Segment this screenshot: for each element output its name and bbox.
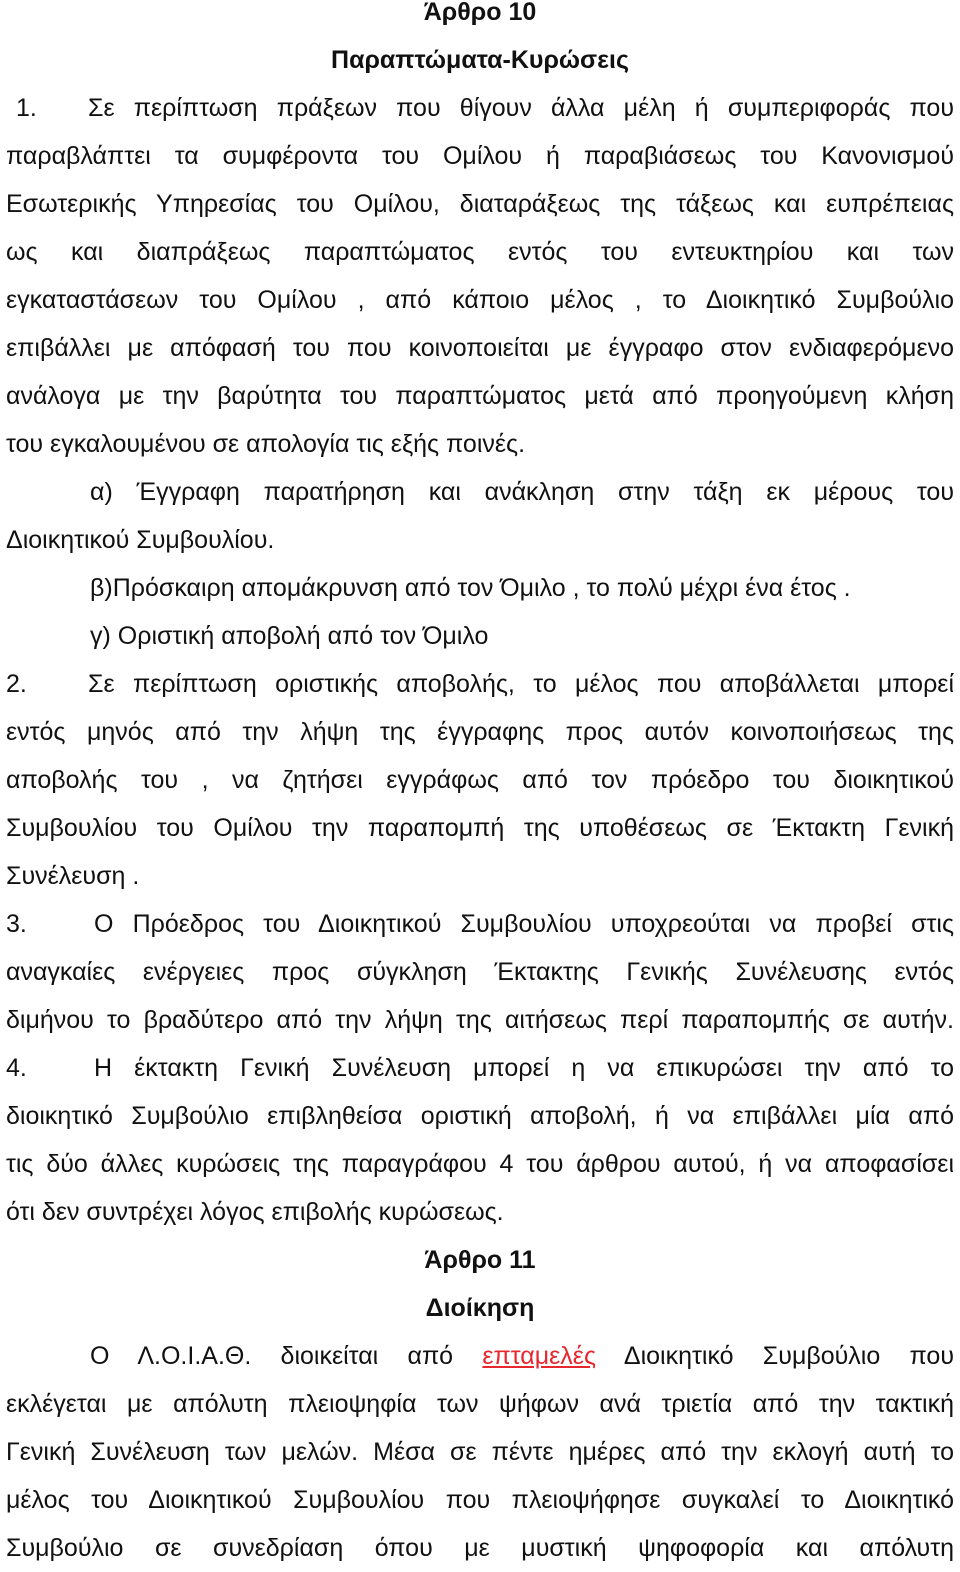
item-b: β)Πρόσκαιρη απομάκρυνση από τον Όμιλο , το πολύ μέχρι ένα έτος .: [90, 574, 851, 602]
paragraph-line: Συμβούλιο σε συνεδρίαση όπου με μυστική ψηφοφορία και απόλυτη: [6, 1534, 954, 1562]
paragraph-line: [6, 84, 954, 132]
spellcheck-flagged-word[interactable]: επταμελές: [482, 1342, 596, 1370]
paragraph-line: [6, 900, 954, 948]
paragraph-number: 3.: [6, 910, 27, 938]
paragraph-line: αναγκαίες ενέργειες προς σύγκληση Έκτακτης Γενικής Συνέλευσης εντός: [6, 958, 954, 986]
paragraph-line: αποβολής του , να ζητήσει εγγράφως από τον πρόεδρο του διοικητικού: [6, 766, 954, 794]
paragraph-line: Συνέλευση .: [6, 862, 140, 890]
paragraph-text: Η έκτακτη Γενική Συνέλευση μπορεί η να επικυρώσει την από το: [94, 1054, 954, 1082]
paragraph-line: ως και διαπράξεως παραπτώματος εντός του εντευκτηρίου και των: [6, 238, 954, 266]
paragraph-text: Ο Λ.Ο.Ι.Α.Θ. διοικείται από: [90, 1342, 483, 1370]
paragraph-line: διοικητικό Συμβούλιο επιβληθείσα οριστική αποβολή, ή να επιβάλλει μία από: [6, 1102, 954, 1130]
article-11-subheading: Διοίκηση: [425, 1294, 535, 1322]
item-a-line: α) Έγγραφη παρατήρηση και ανάκληση στην τάξη εκ μέρους του: [90, 478, 954, 506]
paragraph-line: Συμβουλίου του Ομίλου την παραπομπή της υποθέσεως σε Έκτακτη Γενική: [6, 814, 954, 842]
paragraph-line: παραβλάπτει τα συμφέροντα του Ομίλου ή παραβιάσεως του Κανονισμού: [6, 142, 954, 170]
paragraph-number: 1.: [16, 94, 37, 122]
paragraph-text: Σε περίπτωση οριστικής αποβολής, το μέλος που αποβάλλεται μπορεί: [88, 670, 954, 698]
paragraph-line: [6, 1332, 954, 1380]
paragraph-line: διμήνου το βραδύτερο από την λήψη της αιτήσεως περί παραπομπής σε αυτήν.: [6, 1006, 954, 1034]
paragraph-line: τις δύο άλλες κυρώσεις της παραγράφου 4 του άρθρου αυτού, ή να αποφασίσει: [6, 1150, 954, 1178]
article-10-paragraph-2: [6, 660, 954, 900]
paragraph-text: Σε περίπτωση πράξεων που θίγουν άλλα μέλη ή συμπεριφοράς που: [88, 94, 954, 122]
article-10-heading: Άρθρο 10: [423, 0, 537, 26]
paragraph-line: [6, 660, 954, 708]
paragraph-line: εκλέγεται με απόλυτη πλειοψηφία των ψήφων ανά τριετία από την τακτική: [6, 1390, 954, 1418]
paragraph-number: 4.: [6, 1054, 27, 1082]
paragraph-line: επιβάλλει με απόφασή του που κοινοποιείται με έγγραφο στον ενδιαφερόμενο: [6, 334, 954, 362]
paragraph-line: του εγκαλουμένου σε απολογία τις εξής ποινές.: [6, 430, 526, 458]
article-10-paragraph-4: [6, 1044, 954, 1236]
paragraph-line: [6, 1044, 954, 1092]
paragraph-text: Ο Πρόεδρος του Διοικητικού Συμβουλίου υποχρεούται να προβεί στις: [94, 910, 954, 938]
paragraph-line: ανάλογα με την βαρύτητα του παραπτώματος μετά από προηγούμενη κλήση: [6, 382, 954, 410]
paragraph-line: Εσωτερικής Υπηρεσίας του Ομίλου, διαταράξεως της τάξεως και ευπρέπειας: [6, 190, 954, 218]
item-a-line: Διοικητικού Συμβουλίου.: [6, 526, 275, 554]
article-11-paragraph-1: [6, 1332, 954, 1572]
paragraph-text: Διοικητικό Συμβούλιο που: [596, 1342, 954, 1370]
article-10-subheading: Παραπτώματα-Κυρώσεις: [331, 46, 629, 74]
paragraph-line: ότι δεν συντρέχει λόγος επιβολής κυρώσεως.: [6, 1198, 504, 1226]
article-11-heading: Άρθρο 11: [424, 1246, 536, 1274]
item-c: γ) Οριστική αποβολή από τον Όμιλο: [90, 622, 489, 650]
article-10-paragraph-1: [6, 84, 954, 660]
paragraph-line: εγκαταστάσεων του Ομίλου , από κάποιο μέλος , το Διοικητικό Συμβούλιο: [6, 286, 954, 314]
paragraph-line: μέλος του Διοικητικού Συμβουλίου που πλειοψήφησε συγκαλεί το Διοικητικό: [6, 1486, 954, 1514]
paragraph-line: εντός μηνός από την λήψη της έγγραφης προς αυτόν κοινοποιήσεως της: [6, 718, 954, 746]
article-10-paragraph-3: [6, 900, 954, 1044]
paragraph-line: Γενική Συνέλευση των μελών. Μέσα σε πέντε ημέρες από την εκλογή αυτή το: [6, 1438, 954, 1466]
paragraph-number: 2.: [6, 670, 27, 698]
